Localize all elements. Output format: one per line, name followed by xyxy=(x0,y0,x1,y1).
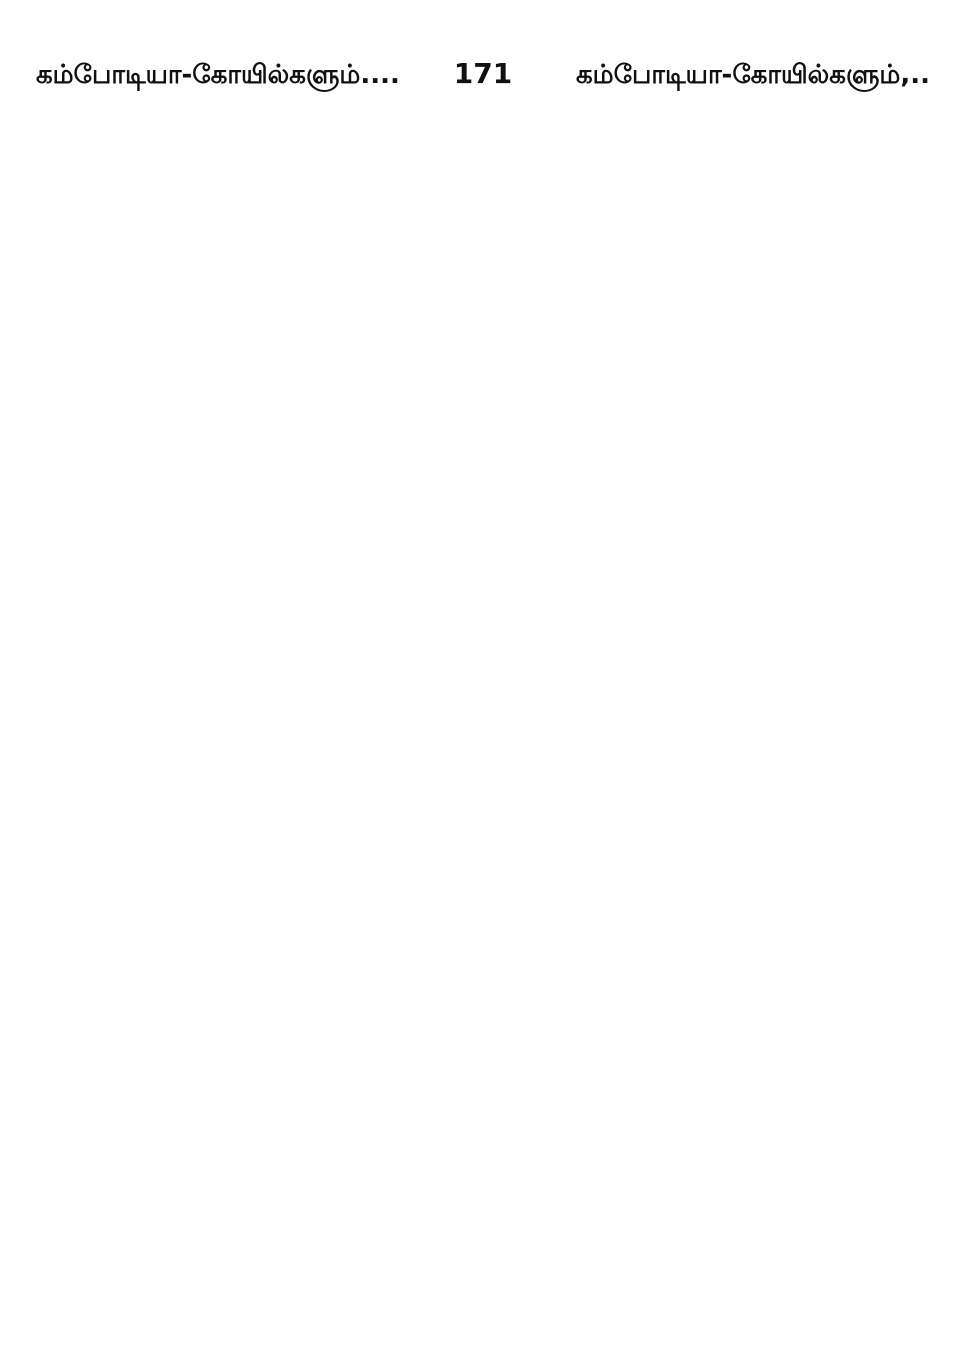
text-columns xyxy=(36,100,930,1352)
right-column-placeholder xyxy=(494,100,930,104)
running-title-left: கம்போடியா-கோயில்களும்.... xyxy=(36,60,400,90)
right-column xyxy=(494,100,930,1352)
running-title-right: கம்போடியா-கோயில்களும்,.. xyxy=(576,60,930,90)
left-column xyxy=(36,100,472,1352)
page-number: 171 xyxy=(453,57,513,90)
page-header xyxy=(36,44,930,88)
left-column-placeholder xyxy=(36,100,472,104)
